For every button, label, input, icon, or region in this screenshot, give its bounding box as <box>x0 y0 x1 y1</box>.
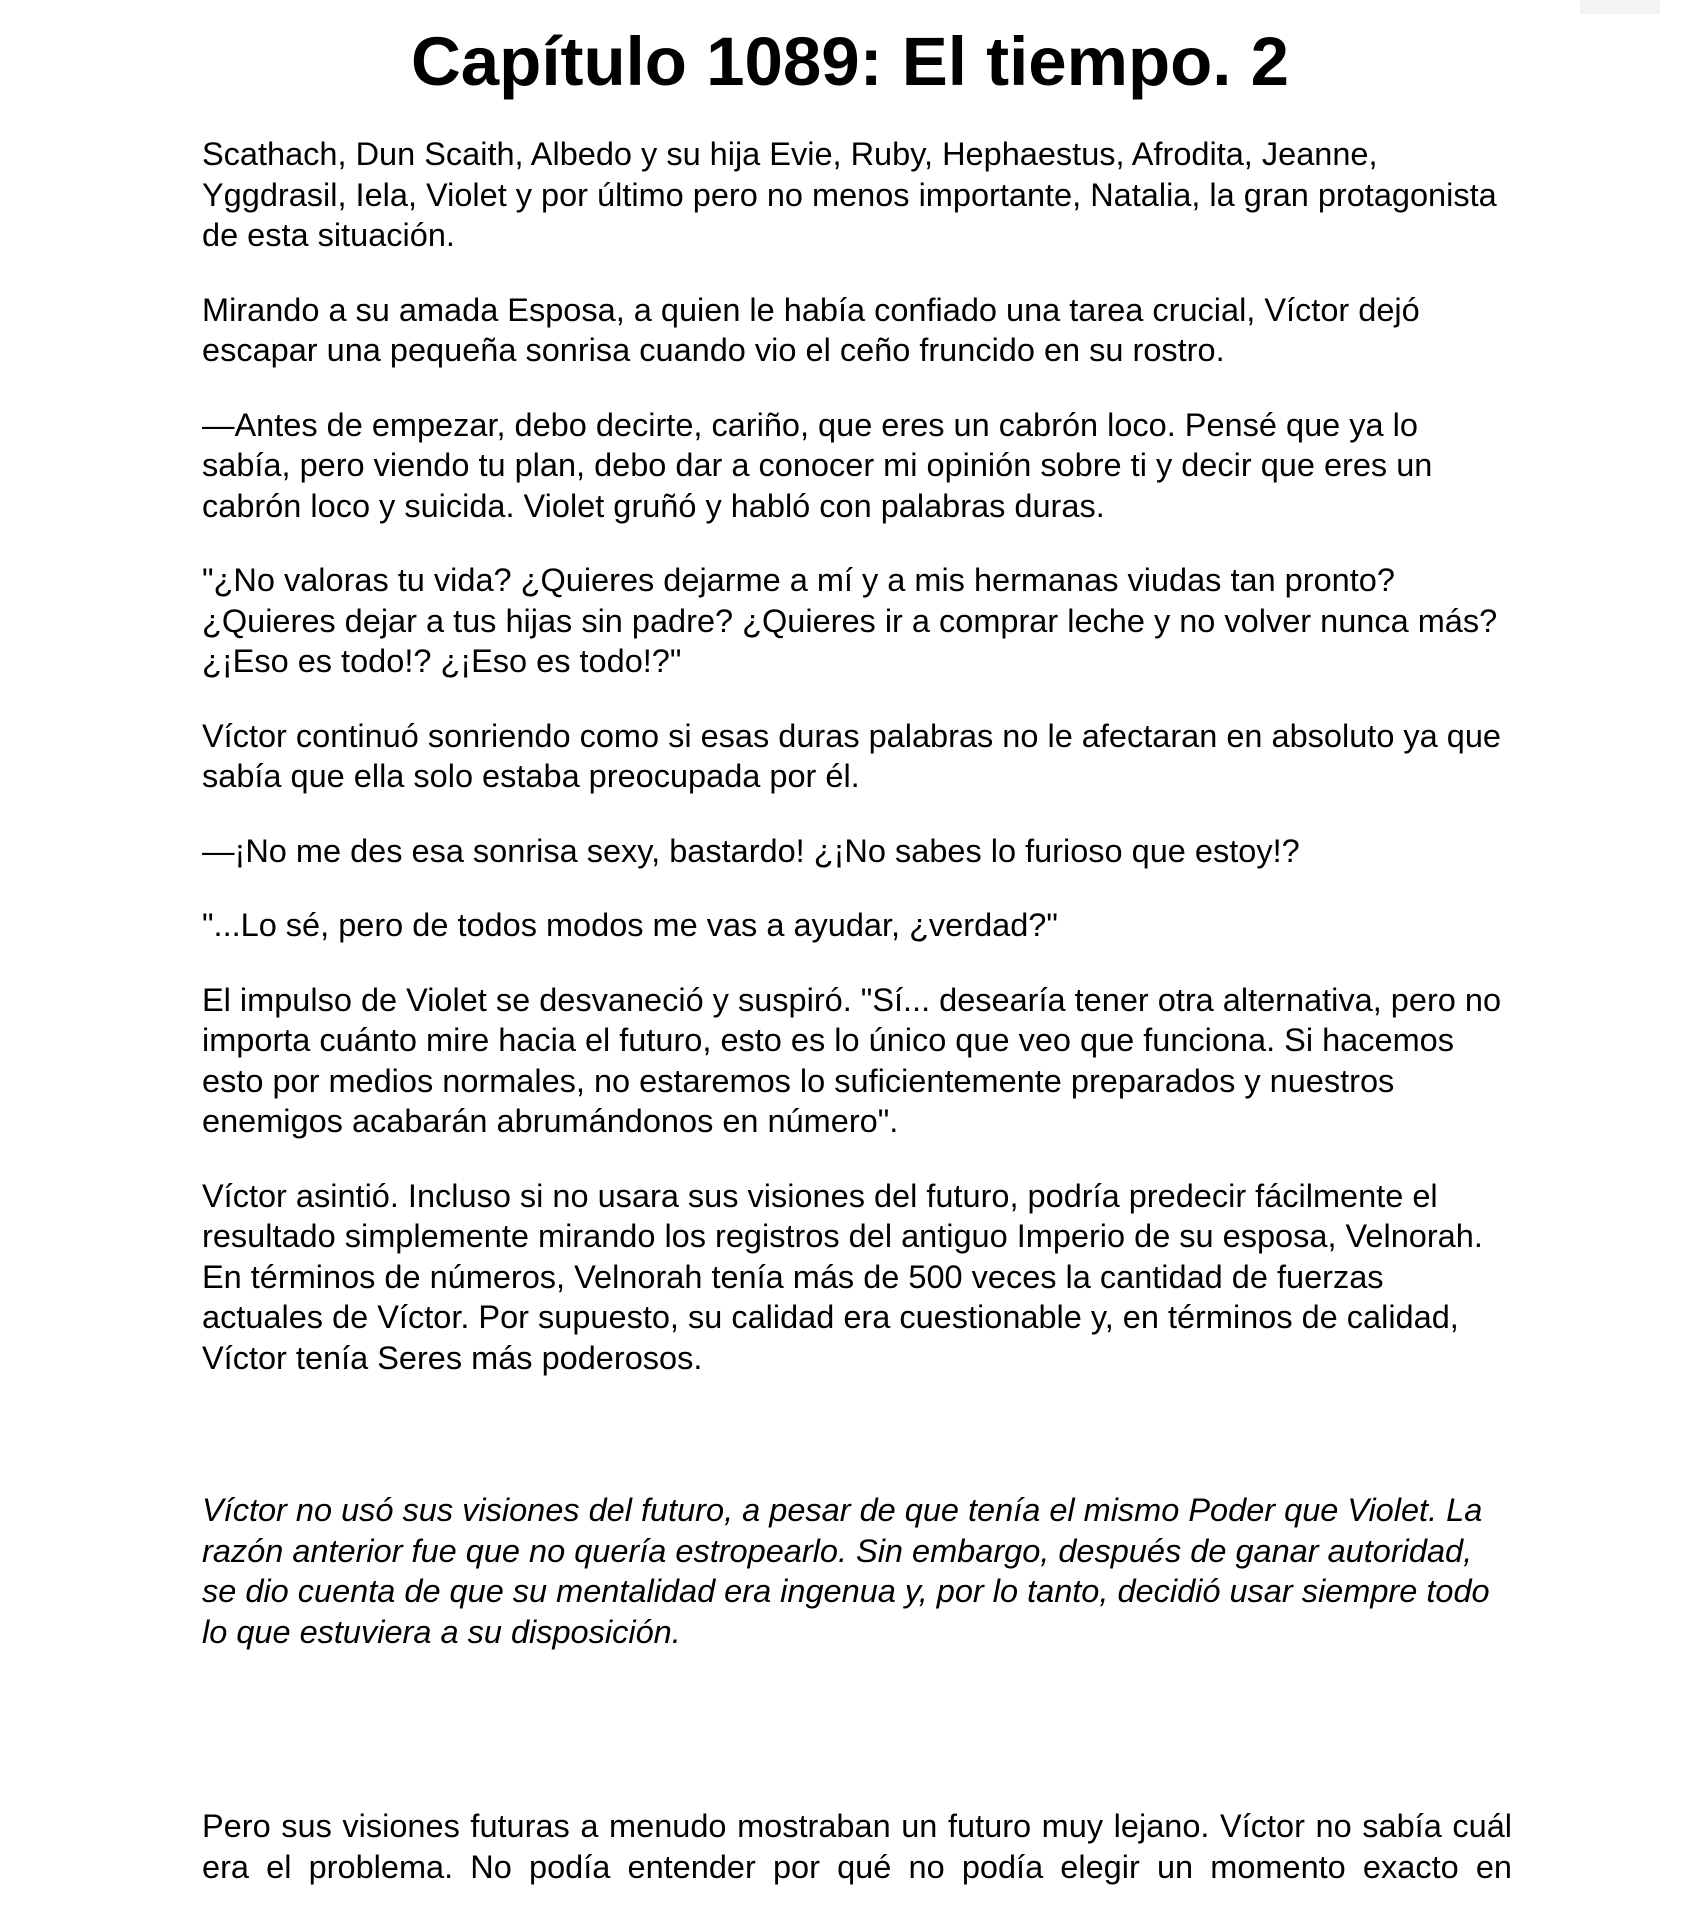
chapter-body <box>202 134 1512 1921</box>
paragraph-1: Scathach, Dun Scaith, Albedo y su hija Evie, Ruby, Hephaestus, Afrodita, Jeanne, Yggdrasil, Iela, Violet y por último pero no menos importante, Natalia, la gran protagonista de esta situación. <box>202 136 1497 253</box>
paragraph-9: Víctor asintió. Incluso si no usara sus visiones del futuro, podría predecir fácilmente el resultado simplemente mirando los registros del antiguo Imperio de su esposa, Velnorah. En términos de números, Velnorah tenía más de 500 veces la cantidad de fuerzas actuales de Víctor. Por supuesto, su calidad era cuestionable y, en términos de calidad, Víctor tenía Seres más poderosos. <box>202 1177 1483 1376</box>
paragraph-6: —¡No me des esa sonrisa sexy, bastardo! ¿¡No sabes lo furioso que estoy!? <box>202 832 1300 869</box>
chapter-title: Capítulo 1089: El tiempo. 2 <box>410 23 1290 100</box>
paragraph-5: Víctor continuó sonriendo como si esas duras palabras no le afectaran en absoluto ya que sabía que ella solo estaba preocupada por él. <box>202 717 1502 794</box>
paragraph-4: "¿No valoras tu vida? ¿Quieres dejarme a mí y a mis hermanas viudas tan pronto? ¿Quieres dejar a tus hijas sin padre? ¿Quieres ir a comprar leche y no volver nunca más? ¿¡Eso es todo!? ¿¡Eso es todo!?" <box>202 562 1498 679</box>
corner-mark <box>1580 0 1660 14</box>
paragraph-11: Pero sus visiones futuras a menudo mostraban un futuro muy lejano. Víctor no sabía cuál era el problema. No podía entender por qué no podía elegir un momento exacto en <box>202 1808 1512 1885</box>
paragraph-2: Mirando a su amada Esposa, a quien le había confiado una tarea crucial, Víctor dejó escapar una pequeña sonrisa cuando vio el ceño fruncido en su rostro. <box>202 291 1420 368</box>
paragraph-10-italic: Víctor no usó sus visiones del futuro, a pesar de que tenía el mismo Poder que Violet. La razón anterior fue que no quería estropearlo. Sin embargo, después de ganar autoridad, se dio cuenta de que su mentalidad era ingenua y, por lo tanto, decidió usar siempre todo lo que estuviera a su disposición. <box>202 1492 1490 1650</box>
paragraph-8: El impulso de Violet se desvaneció y suspiró. "Sí... desearía tener otra alternativa, pero no importa cuánto mire hacia el futuro, esto es lo único que veo que funciona. Si hacemos esto por medios normales, no estaremos lo suficientemente preparados y nuestros enemigos acabarán abrumándonos en número". <box>202 981 1502 1139</box>
paragraph-7: "...Lo sé, pero de todos modos me vas a ayudar, ¿verdad?" <box>202 907 1058 943</box>
paragraph-3: —Antes de empezar, debo decirte, cariño, que eres un cabrón loco. Pensé que ya lo sabía, pero viendo tu plan, debo dar a conocer mi opinión sobre ti y decir que eres un cabrón loco y suicida. Violet gruñó y habló con palabras duras. <box>202 406 1433 524</box>
